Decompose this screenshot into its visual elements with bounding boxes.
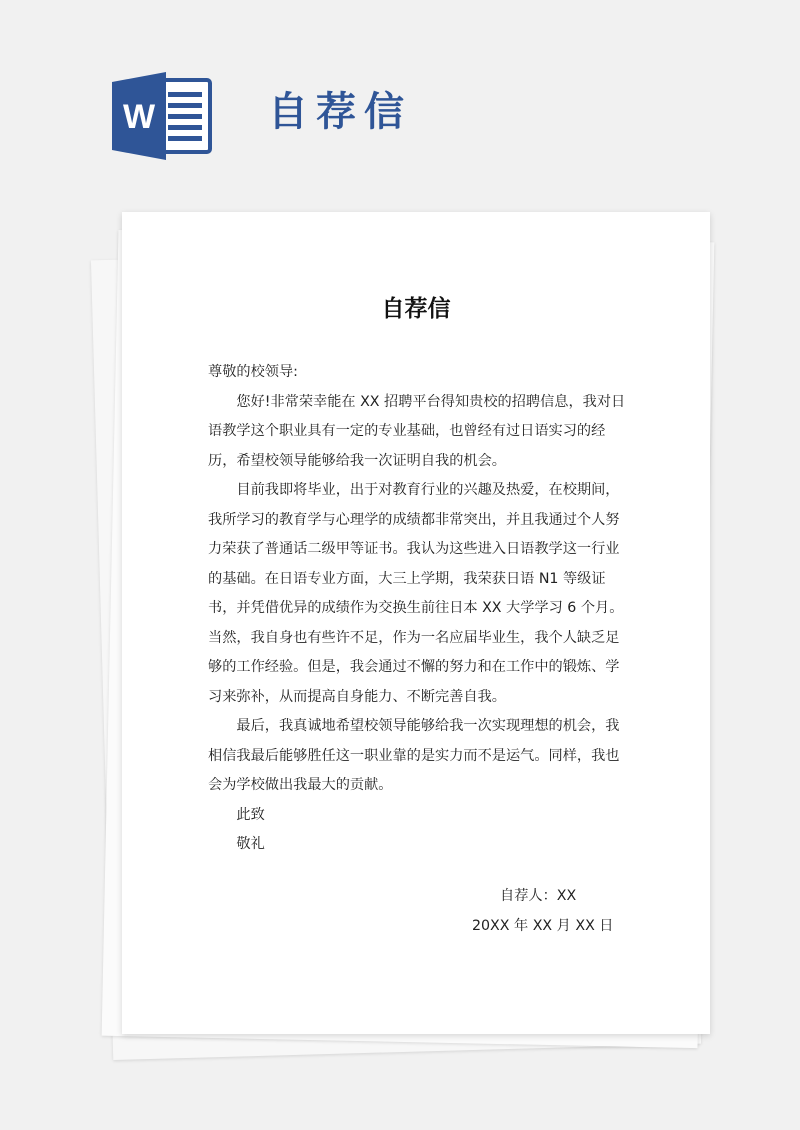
header-title: 自荐信	[268, 89, 412, 135]
document-title: 自荐信	[381, 296, 451, 322]
closing-line-1: 此致	[236, 806, 265, 823]
paragraph-3: 当然，我自身也有些许不足，作为一名应届毕业生，我个人缺乏足够的工作经验。但是，我会通过不懈的努力和在工作中的锻炼、学习来弥补，从而提高自身能力、不断完善自我。	[208, 629, 620, 705]
paragraph-1: 您好!非常荣幸能在 XX 招聘平台得知贵校的招聘信息，我对日语教学这个职业具有一定的专业基础，也曾经有过日语实习的经历，希望校领导能够给我一次证明自我的机会。	[208, 393, 626, 469]
salutation: 尊敬的校领导:	[208, 364, 298, 380]
closing-line-2: 敬礼	[236, 836, 265, 852]
document-body	[208, 358, 626, 860]
word-icon-letter: W	[122, 98, 156, 136]
paragraph-2: 目前我即将毕业，出于对教育行业的兴趣及热爱，在校期间，我所学习的教育学与心理学的成绩都非常突出，并且我通过个人努力荣获了普通话二级甲等证书。我认为这些进入日语教学这一行业的基础。在日语专业方面，大三上学期，我荣获日语 N1 等级证书，并凭借优异的成绩作为交换生前往日本 XX 大学学习 6 个月。	[208, 482, 624, 616]
word-icon	[112, 72, 214, 160]
document-page	[122, 212, 710, 1034]
signature: 自荐人：XX	[500, 888, 577, 904]
paragraph-4: 最后，我真诚地希望校领导能够给我一次实现理想的机会，我相信我最后能够胜任这一职业靠的是实力而不是运气。同样，我也会为学校做出我最大的贡献。	[208, 718, 620, 793]
signature-date: 20XX 年 XX 月 XX 日	[472, 918, 614, 934]
